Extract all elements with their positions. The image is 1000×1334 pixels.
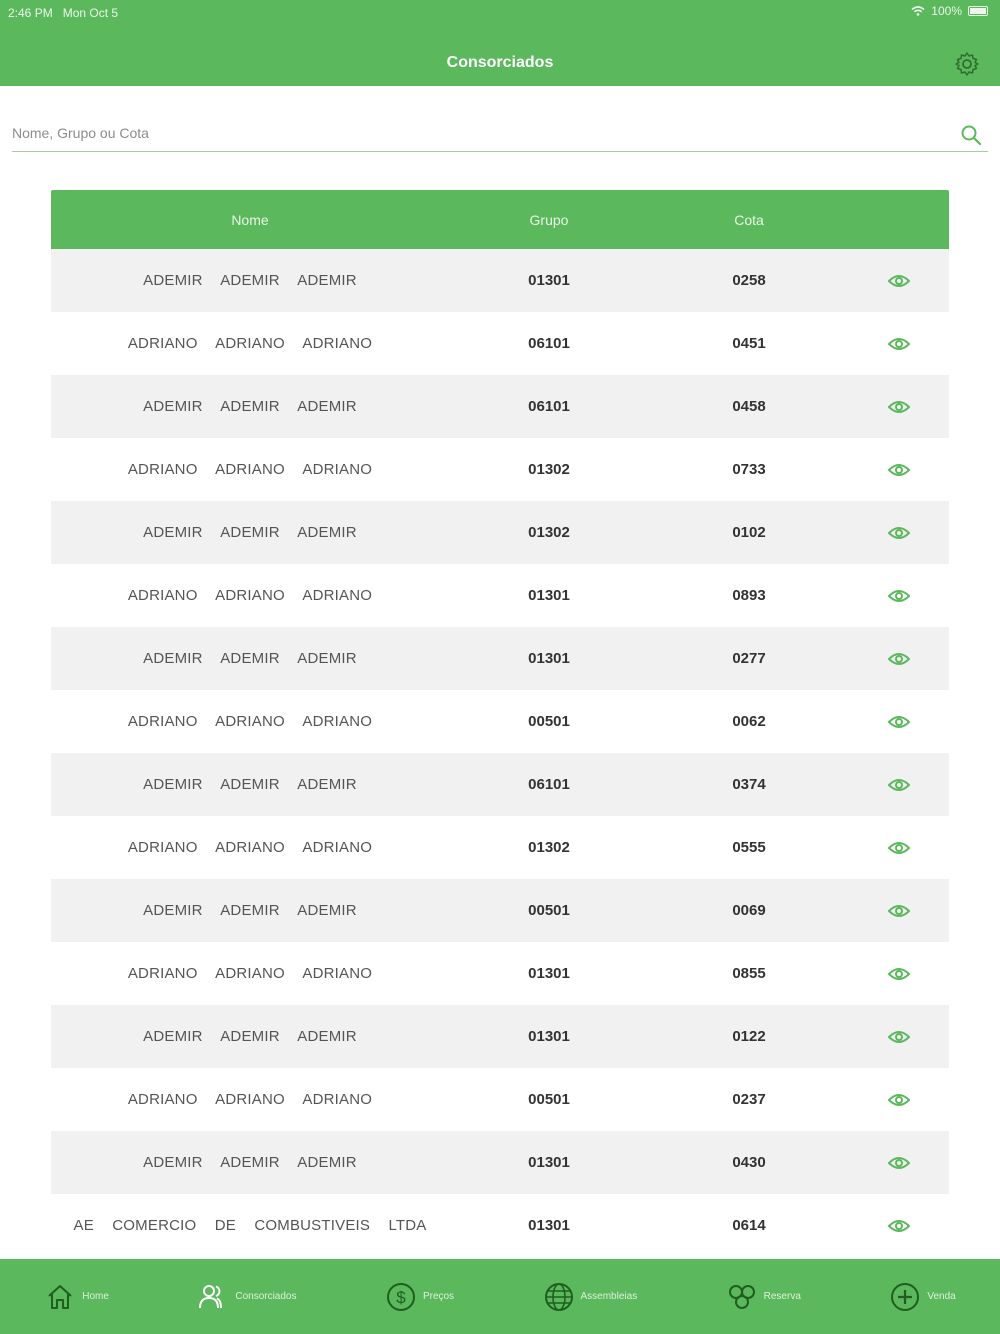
- eye-icon[interactable]: [888, 525, 910, 541]
- cell-action: [849, 588, 949, 604]
- cell-nome: ADEMIR ADEMIR ADEMIR: [143, 1154, 357, 1171]
- cell-nome: ADEMIR ADEMIR ADEMIR: [143, 398, 357, 415]
- cell-nome: AE COMERCIO DE COMBUSTIVEIS LTDA: [73, 1217, 427, 1234]
- eye-icon[interactable]: [888, 966, 910, 982]
- table-row[interactable]: [51, 816, 949, 879]
- battery-percent: 100%: [931, 4, 962, 18]
- cell-action: [849, 966, 949, 982]
- tab-label-consorciados: Consorciados: [235, 1291, 297, 1302]
- eye-icon[interactable]: [888, 1155, 910, 1171]
- cell-grupo: 00501: [528, 902, 570, 919]
- cell-nome: ADEMIR ADEMIR ADEMIR: [143, 272, 357, 289]
- cell-cota: 0122: [732, 1028, 766, 1045]
- cell-grupo: 01302: [528, 461, 570, 478]
- cell-nome: ADEMIR ADEMIR ADEMIR: [143, 650, 357, 667]
- status-time-date: [8, 6, 118, 20]
- cell-cota: 0069: [732, 902, 766, 919]
- cell-nome: ADRIANO ADRIANO ADRIANO: [127, 461, 373, 478]
- eye-icon[interactable]: [888, 1092, 910, 1108]
- cell-action: [849, 1092, 949, 1108]
- cell-cota: 0451: [732, 335, 766, 352]
- eye-icon[interactable]: [888, 462, 910, 478]
- cell-nome: ADRIANO ADRIANO ADRIANO: [127, 713, 373, 730]
- cell-grupo: 01301: [528, 965, 570, 982]
- status-date: Mon Oct 5: [62, 6, 119, 20]
- search-bar: [12, 118, 988, 152]
- cell-nome: ADRIANO ADRIANO ADRIANO: [127, 839, 373, 856]
- cell-action: [849, 462, 949, 478]
- cell-cota: 0237: [732, 1091, 766, 1108]
- tab-reserva[interactable]: [726, 1281, 801, 1313]
- bubbles-icon: [726, 1281, 758, 1313]
- eye-icon[interactable]: [888, 840, 910, 856]
- eye-icon[interactable]: [888, 399, 910, 415]
- cell-nome: ADEMIR ADEMIR ADEMIR: [143, 524, 357, 541]
- table-row[interactable]: [51, 249, 949, 312]
- status-right: [911, 4, 988, 18]
- cell-cota: 0062: [732, 713, 766, 730]
- page-title: Consorciados: [446, 54, 554, 71]
- cell-grupo: 00501: [528, 713, 570, 730]
- tab-assembleias[interactable]: [543, 1281, 638, 1313]
- cell-grupo: 06101: [528, 398, 570, 415]
- cell-cota: 0458: [732, 398, 766, 415]
- cell-grupo: 01301: [528, 1217, 570, 1234]
- cell-action: [849, 273, 949, 289]
- table-row[interactable]: [51, 1131, 949, 1194]
- search-icon[interactable]: [960, 124, 982, 146]
- search-input[interactable]: [12, 118, 942, 148]
- cell-cota: 0733: [732, 461, 766, 478]
- eye-icon[interactable]: [888, 1218, 910, 1234]
- gear-icon[interactable]: [954, 51, 980, 77]
- cell-cota: 0614: [732, 1217, 766, 1234]
- globe-icon: [543, 1281, 575, 1313]
- table-row[interactable]: [51, 879, 949, 942]
- cell-grupo: 01302: [528, 524, 570, 541]
- cell-cota: 0555: [732, 839, 766, 856]
- tab-precos[interactable]: [385, 1281, 454, 1313]
- cell-nome: ADRIANO ADRIANO ADRIANO: [127, 965, 373, 982]
- table-row[interactable]: [51, 375, 949, 438]
- tab-label-assembleias: Assembleias: [580, 1291, 638, 1302]
- eye-icon[interactable]: [888, 714, 910, 730]
- plus-circle-icon: [889, 1281, 921, 1313]
- consorciados-table: [51, 190, 949, 1257]
- column-header-cota[interactable]: Cota: [734, 211, 764, 228]
- tab-label-home: Home: [82, 1291, 109, 1302]
- cell-grupo: 01301: [528, 587, 570, 604]
- tab-home[interactable]: [44, 1281, 109, 1313]
- cell-cota: 0102: [732, 524, 766, 541]
- cell-nome: ADRIANO ADRIANO ADRIANO: [127, 335, 373, 352]
- cell-action: [849, 840, 949, 856]
- tab-venda[interactable]: [889, 1281, 955, 1313]
- cell-grupo: 00501: [528, 1091, 570, 1108]
- table-row[interactable]: [51, 753, 949, 816]
- wifi-icon: [911, 6, 925, 16]
- battery-icon: [968, 6, 988, 16]
- table-row[interactable]: [51, 1194, 949, 1257]
- cell-action: [849, 651, 949, 667]
- svg-text:$: $: [396, 1287, 406, 1307]
- cell-grupo: 06101: [528, 776, 570, 793]
- cell-grupo: 01301: [528, 1028, 570, 1045]
- tab-label-reserva: Reserva: [763, 1291, 801, 1302]
- cell-grupo: 01301: [528, 272, 570, 289]
- eye-icon[interactable]: [888, 777, 910, 793]
- cell-nome: ADRIANO ADRIANO ADRIANO: [127, 1091, 373, 1108]
- table-row[interactable]: [51, 1068, 949, 1131]
- status-time: 2:46 PM: [8, 6, 53, 20]
- table-row[interactable]: [51, 501, 949, 564]
- table-row[interactable]: [51, 1005, 949, 1068]
- cell-action: [849, 525, 949, 541]
- cell-grupo: 01301: [528, 1154, 570, 1171]
- table-row[interactable]: [51, 312, 949, 375]
- eye-icon[interactable]: [888, 903, 910, 919]
- dollar-icon: [385, 1281, 417, 1313]
- cell-cota: 0430: [732, 1154, 766, 1171]
- cell-action: [849, 399, 949, 415]
- cell-action: [849, 1155, 949, 1171]
- table-row[interactable]: [51, 627, 949, 690]
- cell-nome: ADRIANO ADRIANO ADRIANO: [127, 587, 373, 604]
- table-row[interactable]: [51, 942, 949, 1005]
- eye-icon[interactable]: [888, 588, 910, 604]
- cell-nome: ADEMIR ADEMIR ADEMIR: [143, 902, 357, 919]
- cell-grupo: 06101: [528, 335, 570, 352]
- eye-icon[interactable]: [888, 1029, 910, 1045]
- cell-cota: 0374: [732, 776, 766, 793]
- cell-action: [849, 336, 949, 352]
- column-header-grupo[interactable]: Grupo: [529, 211, 569, 228]
- eye-icon[interactable]: [888, 336, 910, 352]
- cell-nome: ADEMIR ADEMIR ADEMIR: [143, 1028, 357, 1045]
- cell-action: [849, 903, 949, 919]
- tab-label-venda: Venda: [927, 1291, 956, 1302]
- cell-action: [849, 777, 949, 793]
- tab-consorciados[interactable]: [197, 1281, 296, 1313]
- table-header: [51, 190, 949, 249]
- eye-icon[interactable]: [888, 651, 910, 667]
- cell-cota: 0258: [732, 272, 766, 289]
- table-row[interactable]: [51, 690, 949, 753]
- table-row[interactable]: [51, 564, 949, 627]
- cell-grupo: 01302: [528, 839, 570, 856]
- top-bar: [0, 0, 1000, 86]
- table-row[interactable]: [51, 438, 949, 501]
- tab-label-precos: Preços: [422, 1291, 455, 1302]
- cell-action: [849, 1218, 949, 1234]
- cell-grupo: 01301: [528, 650, 570, 667]
- cell-cota: 0277: [732, 650, 766, 667]
- cell-action: [849, 714, 949, 730]
- cell-nome: ADEMIR ADEMIR ADEMIR: [143, 776, 357, 793]
- table-body: [51, 249, 949, 1257]
- cell-cota: 0893: [732, 587, 766, 604]
- cell-cota: 0855: [732, 965, 766, 982]
- home-icon: [44, 1281, 76, 1313]
- tab-bar: [0, 1259, 1000, 1334]
- cell-action: [849, 1029, 949, 1045]
- column-header-nome[interactable]: Nome: [231, 211, 269, 228]
- users-icon: [197, 1281, 229, 1313]
- eye-icon[interactable]: [888, 273, 910, 289]
